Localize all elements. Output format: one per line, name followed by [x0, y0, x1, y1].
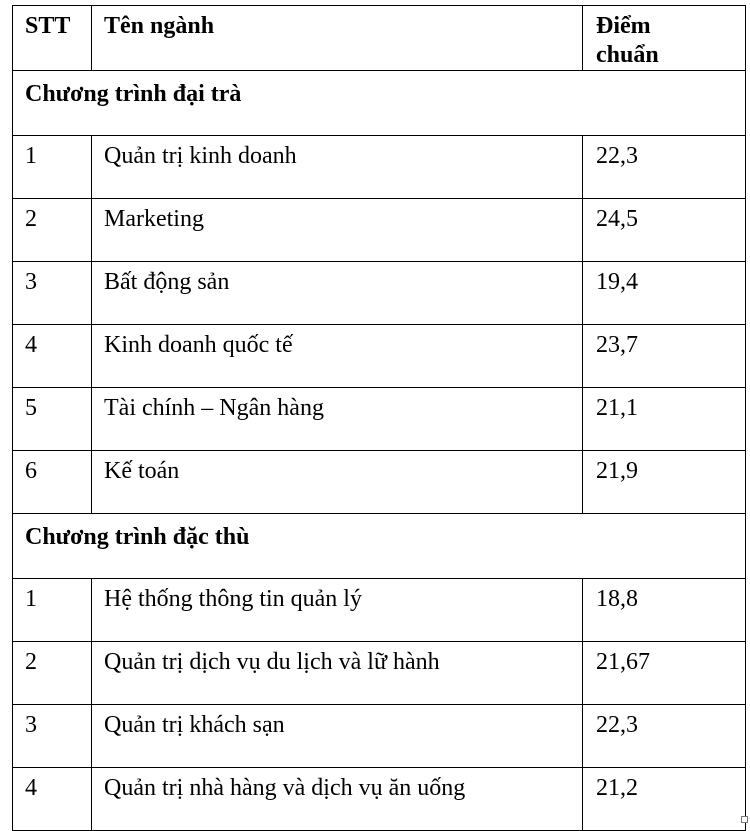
row-stt: 3 — [13, 262, 92, 325]
row-score: 24,5 — [583, 199, 746, 262]
row-name: Quản trị nhà hàng và dịch vụ ăn uống — [92, 768, 583, 831]
table-row — [13, 579, 746, 642]
row-name: Quản trị dịch vụ du lịch và lữ hành — [92, 642, 583, 705]
header-name: Tên ngành — [92, 6, 583, 71]
row-stt: 2 — [13, 199, 92, 262]
section-row — [13, 71, 746, 136]
row-stt: 4 — [13, 325, 92, 388]
row-stt: 1 — [13, 579, 92, 642]
row-name: Quản trị kinh doanh — [92, 136, 583, 199]
header-row — [13, 6, 746, 71]
row-stt: 4 — [13, 768, 92, 831]
row-score: 21,67 — [583, 642, 746, 705]
table-row — [13, 262, 746, 325]
row-score: 21,2 — [583, 768, 746, 831]
header-score-line1: Điểm — [596, 13, 651, 39]
section-title: Chương trình đại trà — [13, 71, 746, 136]
table-row — [13, 642, 746, 705]
table-row — [13, 768, 746, 831]
row-name: Hệ thống thông tin quản lý — [92, 579, 583, 642]
row-score: 23,7 — [583, 325, 746, 388]
table-row — [13, 325, 746, 388]
table-row — [13, 136, 746, 199]
header-score-line2: chuẩn — [596, 42, 659, 68]
header-stt: STT — [13, 6, 92, 71]
table-row — [13, 705, 746, 768]
row-stt: 3 — [13, 705, 92, 768]
row-score: 19,4 — [583, 262, 746, 325]
row-score: 18,8 — [583, 579, 746, 642]
row-name: Tài chính – Ngân hàng — [92, 388, 583, 451]
table-resize-handle[interactable] — [741, 816, 748, 823]
row-score: 22,3 — [583, 136, 746, 199]
row-stt: 6 — [13, 451, 92, 514]
row-score: 22,3 — [583, 705, 746, 768]
row-name: Bất động sản — [92, 262, 583, 325]
table-row — [13, 388, 746, 451]
row-stt: 2 — [13, 642, 92, 705]
row-stt: 5 — [13, 388, 92, 451]
section-title: Chương trình đặc thù — [13, 514, 746, 579]
row-name: Marketing — [92, 199, 583, 262]
admission-score-table — [12, 5, 746, 831]
section-row — [13, 514, 746, 579]
header-score — [583, 6, 746, 71]
row-score: 21,9 — [583, 451, 746, 514]
table-row — [13, 451, 746, 514]
row-score: 21,1 — [583, 388, 746, 451]
row-name: Kế toán — [92, 451, 583, 514]
row-stt: 1 — [13, 136, 92, 199]
table-row — [13, 199, 746, 262]
row-name: Quản trị khách sạn — [92, 705, 583, 768]
row-name: Kinh doanh quốc tế — [92, 325, 583, 388]
